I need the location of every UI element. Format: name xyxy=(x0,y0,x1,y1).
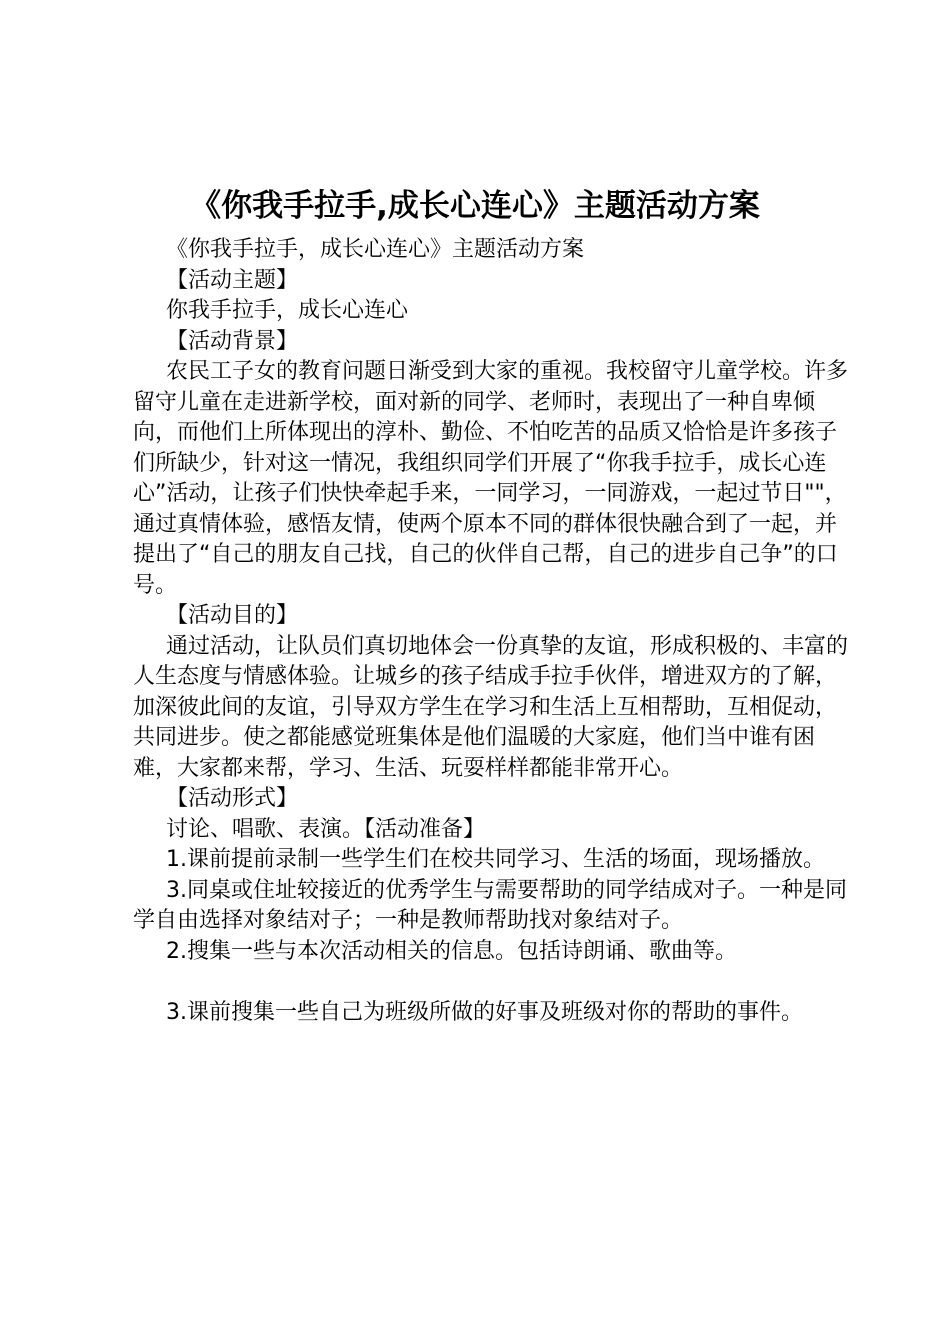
section-heading-format: 【活动形式】 xyxy=(166,786,299,811)
preparation-item: 3.同桌或住址较接近的优秀学生与需要帮助的同学结成对子。一种是同学自由选择对象结对子；一种是教师帮助找对象结对子。 xyxy=(133,877,847,933)
section-heading-theme: 【活动主题】 xyxy=(166,267,299,293)
document-title: 《你我手拉手,成长心连心》主题活动方案 xyxy=(190,188,760,224)
section-heading-purpose: 【活动目的】 xyxy=(166,603,299,628)
preparation-item: 2.搜集一些与本次活动相关的信息。包括诗朗诵、歌曲等。 xyxy=(166,938,737,964)
document-body xyxy=(133,235,848,1028)
purpose-paragraph: 通过活动，让队员们真切地体会一份真挚的友谊，形成积极的、丰富的人生态度与情感体验。让城乡的孩子结成手拉手伙伴，增进双方的了解，加深彼此间的友谊，引导双方学生在学习和生活上互相帮助，互相促动，共同进步。使之都能感觉班集体是他们温暖的大家庭，他们当中谁有困难，大家都来帮，学习、生活、玩耍样样都能非常开心。 xyxy=(133,633,849,781)
blank-line xyxy=(133,967,848,998)
format-paragraph: 讨论、唱歌、表演。【活动准备】 xyxy=(166,816,486,842)
preparation-item: 1.课前提前录制一些学生们在校共同学习、生活的场面，现场播放。 xyxy=(166,847,825,872)
section-heading-background: 【活动背景】 xyxy=(166,328,299,354)
preparation-item: 3.课前搜集一些自己为班级所做的好事及班级对你的帮助的事件。 xyxy=(166,999,803,1025)
background-paragraph: 农民工子女的教育问题日渐受到大家的重视。我校留守儿童学校。许多留守儿童在走进新学校，面对新的同学、老师时，表现出了一种自卑倾向，而他们上所体现出的淳朴、勤俭、不怕吃苦的品质又恰恰是许多孩子们所缺少，针对这一情况，我组织同学们开展了“你我手拉手，成长心连心”活动，让孩子们快快牵起手来，一同学习，一同游戏，一起过节日""，通过真情体验，感悟友情，使两个原本不同的群体很快融合到了一起，并提出了“自己的朋友自己找，自己的伙伴自己帮，自己的进步自己争”的口号。 xyxy=(133,359,849,598)
subtitle-paragraph: 《你我手拉手，成长心连心》主题活动方案 xyxy=(166,237,585,262)
theme-paragraph: 你我手拉手，成长心连心 xyxy=(166,298,409,323)
